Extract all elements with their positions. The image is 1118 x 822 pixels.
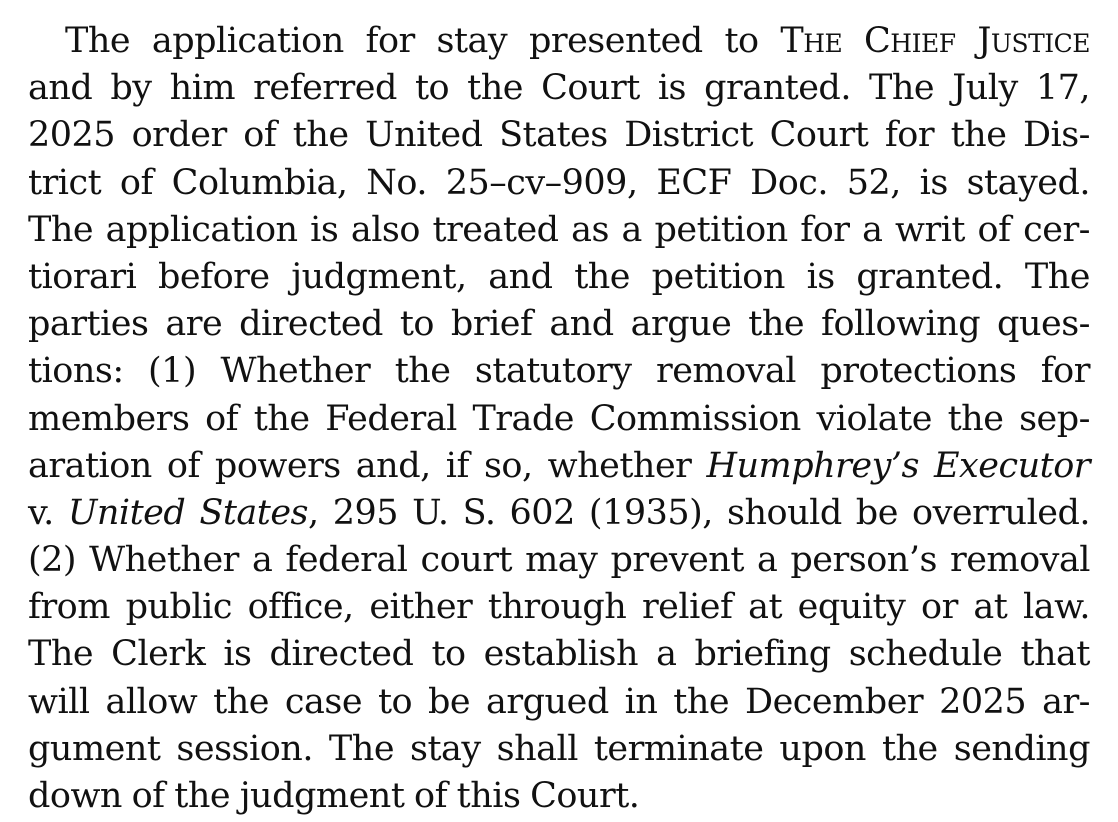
text-run: , 295 U. S. 602 (1935), should be overruled. <box>308 492 1091 533</box>
text-run: aration of powers and, if so, whether <box>28 445 707 486</box>
text-line <box>28 65 1090 112</box>
text-line <box>28 584 1090 631</box>
text-line <box>28 348 1090 395</box>
text-run: trict of Columbia, No. 25–cv–909, ECF Doc. 52, is stayed. <box>28 162 1090 203</box>
text-run: 2025 order of the United States District Court for the Dis- <box>28 115 1090 156</box>
text-run: The application is also treated as a petition for a writ of cer- <box>28 209 1090 250</box>
text-run: The application for stay presented to <box>65 21 781 61</box>
text-run: members of the Federal Trade Commission violate the sep- <box>28 398 1090 439</box>
text-run: gument session. The stay shall terminate upon the sending <box>28 728 1090 769</box>
text-line <box>28 301 1090 348</box>
text-line <box>28 631 1090 678</box>
small-caps-text: The Chief Justice <box>780 21 1090 61</box>
text-line <box>28 679 1090 726</box>
text-run: and by him referred to the Court is granted. The July 17, <box>28 68 1090 109</box>
text-run: parties are directed to brief and argue the following ques- <box>28 304 1090 345</box>
case-name-italic: Humphrey’s Executor <box>706 445 1091 486</box>
text-line <box>28 160 1090 207</box>
text-line <box>28 443 1090 490</box>
order-text <box>28 18 1090 820</box>
text-line <box>28 207 1090 254</box>
text-line <box>28 112 1090 159</box>
text-line <box>28 726 1090 773</box>
text-run: down of the judgment of this Court. <box>28 776 640 816</box>
text-run: from public office, either through relief at equity or at law. <box>28 587 1090 628</box>
case-name-italic: United States <box>67 492 308 533</box>
text-line <box>28 18 1090 65</box>
text-line <box>28 773 1090 820</box>
text-line <box>28 254 1090 301</box>
text-line <box>28 396 1090 443</box>
text-run: (2) Whether a federal court may prevent a person’s removal <box>28 540 1090 581</box>
text-run: tiorari before judgment, and the petition is granted. The <box>28 256 1090 297</box>
text-line <box>28 537 1090 584</box>
text-run: will allow the case to be argued in the December 2025 ar- <box>28 681 1090 722</box>
text-run: v. <box>28 492 68 533</box>
text-run: The Clerk is directed to establish a briefing schedule that <box>28 634 1090 675</box>
text-line <box>28 490 1090 537</box>
text-run: tions: (1) Whether the statutory removal protections for <box>28 351 1090 392</box>
